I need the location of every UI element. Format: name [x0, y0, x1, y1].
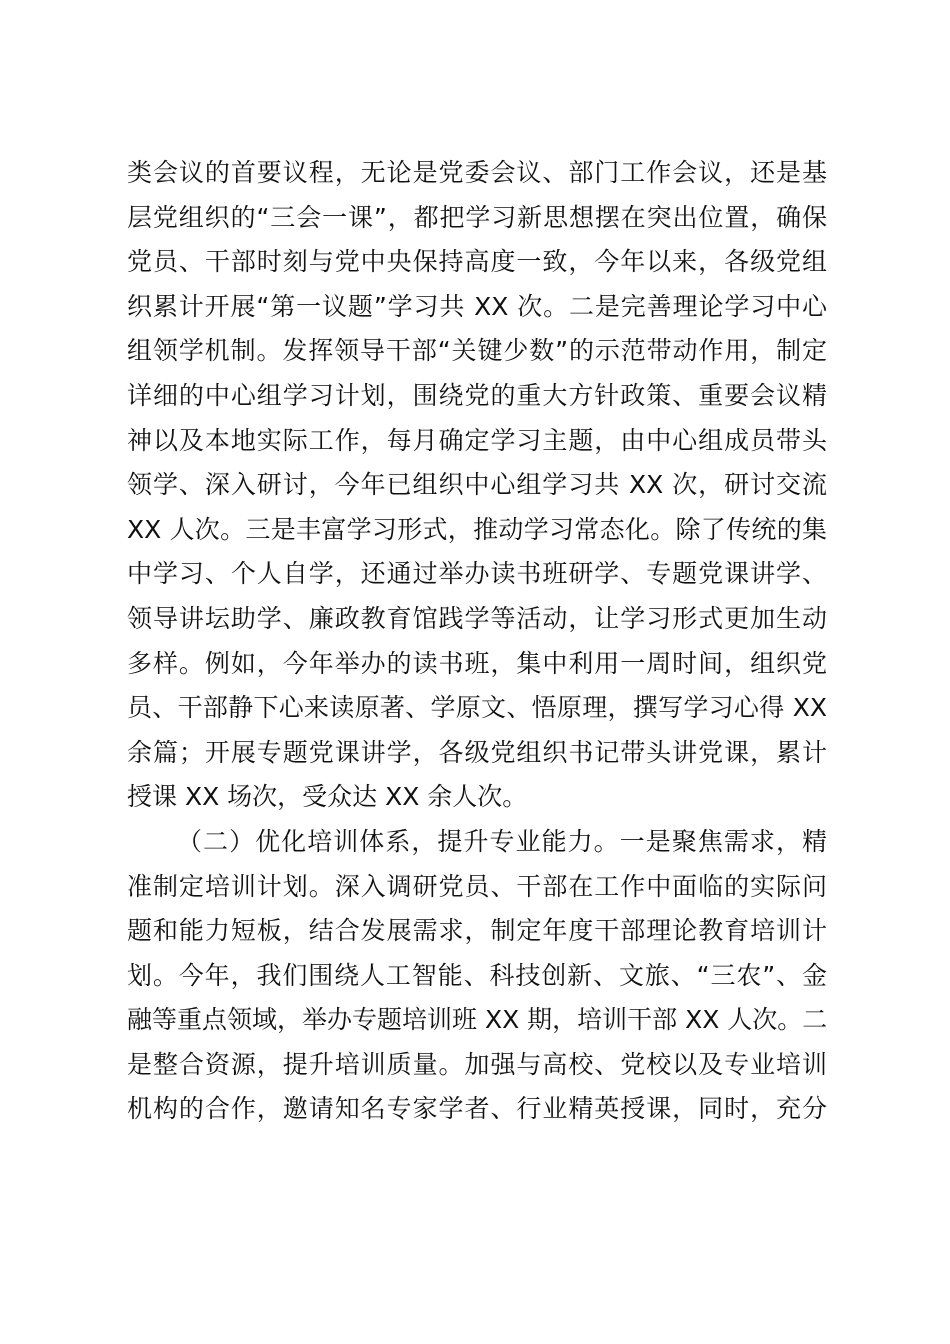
text-line: 融等重点领域，举办专题培训班 XX 期，培训干部 XX 人次。二 — [127, 1005, 828, 1035]
text-line: 授课 XX 场次，受众达 XX 余人次。 — [127, 782, 528, 812]
text-line: 中学习、个人自学，还通过举办读书班研学、专题党课讲学、 — [127, 559, 827, 589]
text-line: 详细的中心组学习计划，围绕党的重大方针政策、重要会议精 — [127, 380, 827, 410]
document-body — [127, 151, 827, 1132]
text-line: 划。今年，我们围绕人工智能、科技创新、文旅、“三农”、金 — [127, 960, 827, 990]
text-line: 领学、深入研讨，今年已组织中心组学习共 XX 次，研讨交流 — [127, 470, 827, 500]
text-line: 准制定培训计划。深入调研党员、干部在工作中面临的实际问 — [127, 871, 827, 901]
text-line: 领导讲坛助学、廉政教育馆践学等活动，让学习形式更加生动 — [127, 603, 827, 633]
text-line: 类会议的首要议程，无论是党委会议、部门工作会议，还是基 — [127, 158, 827, 187]
text-line: 多样。例如，今年举办的读书班，集中利用一周时间，组织党 — [127, 648, 827, 678]
text-line: 神以及本地实际工作，每月确定学习主题，由中心组成员带头 — [127, 425, 827, 455]
text-line: 层党组织的“三会一课”，都把学习新思想摆在突出位置，确保 — [127, 202, 827, 232]
text-line: XX 人次。三是丰富学习形式，推动学习常态化。除了传统的集 — [127, 514, 827, 544]
text-line: 织累计开展“第一议题”学习共 XX 次。二是完善理论学习中心 — [127, 291, 827, 321]
paragraph-1 — [127, 151, 827, 820]
paragraph-2 — [127, 820, 827, 1132]
text-line: 员、干部静下心来读原著、学原文、悟原理，撰写学习心得 XX — [127, 693, 827, 723]
text-line: 题和能力短板，结合发展需求，制定年度干部理论教育培训计 — [127, 916, 827, 946]
text-line: 是整合资源，提升培训质量。加强与高校、党校以及专业培训 — [127, 1049, 827, 1079]
text-line: 组领学机制。发挥领导干部“关键少数”的示范带动作用，制定 — [127, 336, 827, 366]
text-line: （二）优化培训体系，提升专业能力。一是聚焦需求，精 — [177, 826, 827, 856]
text-line: 党员、干部时刻与党中央保持高度一致，今年以来，各级党组 — [127, 247, 827, 277]
text-line: 机构的合作，邀请知名专家学者、行业精英授课，同时，充分 — [127, 1094, 827, 1124]
text-line: 余篇；开展专题党课讲学，各级党组织书记带头讲党课，累计 — [127, 737, 827, 767]
